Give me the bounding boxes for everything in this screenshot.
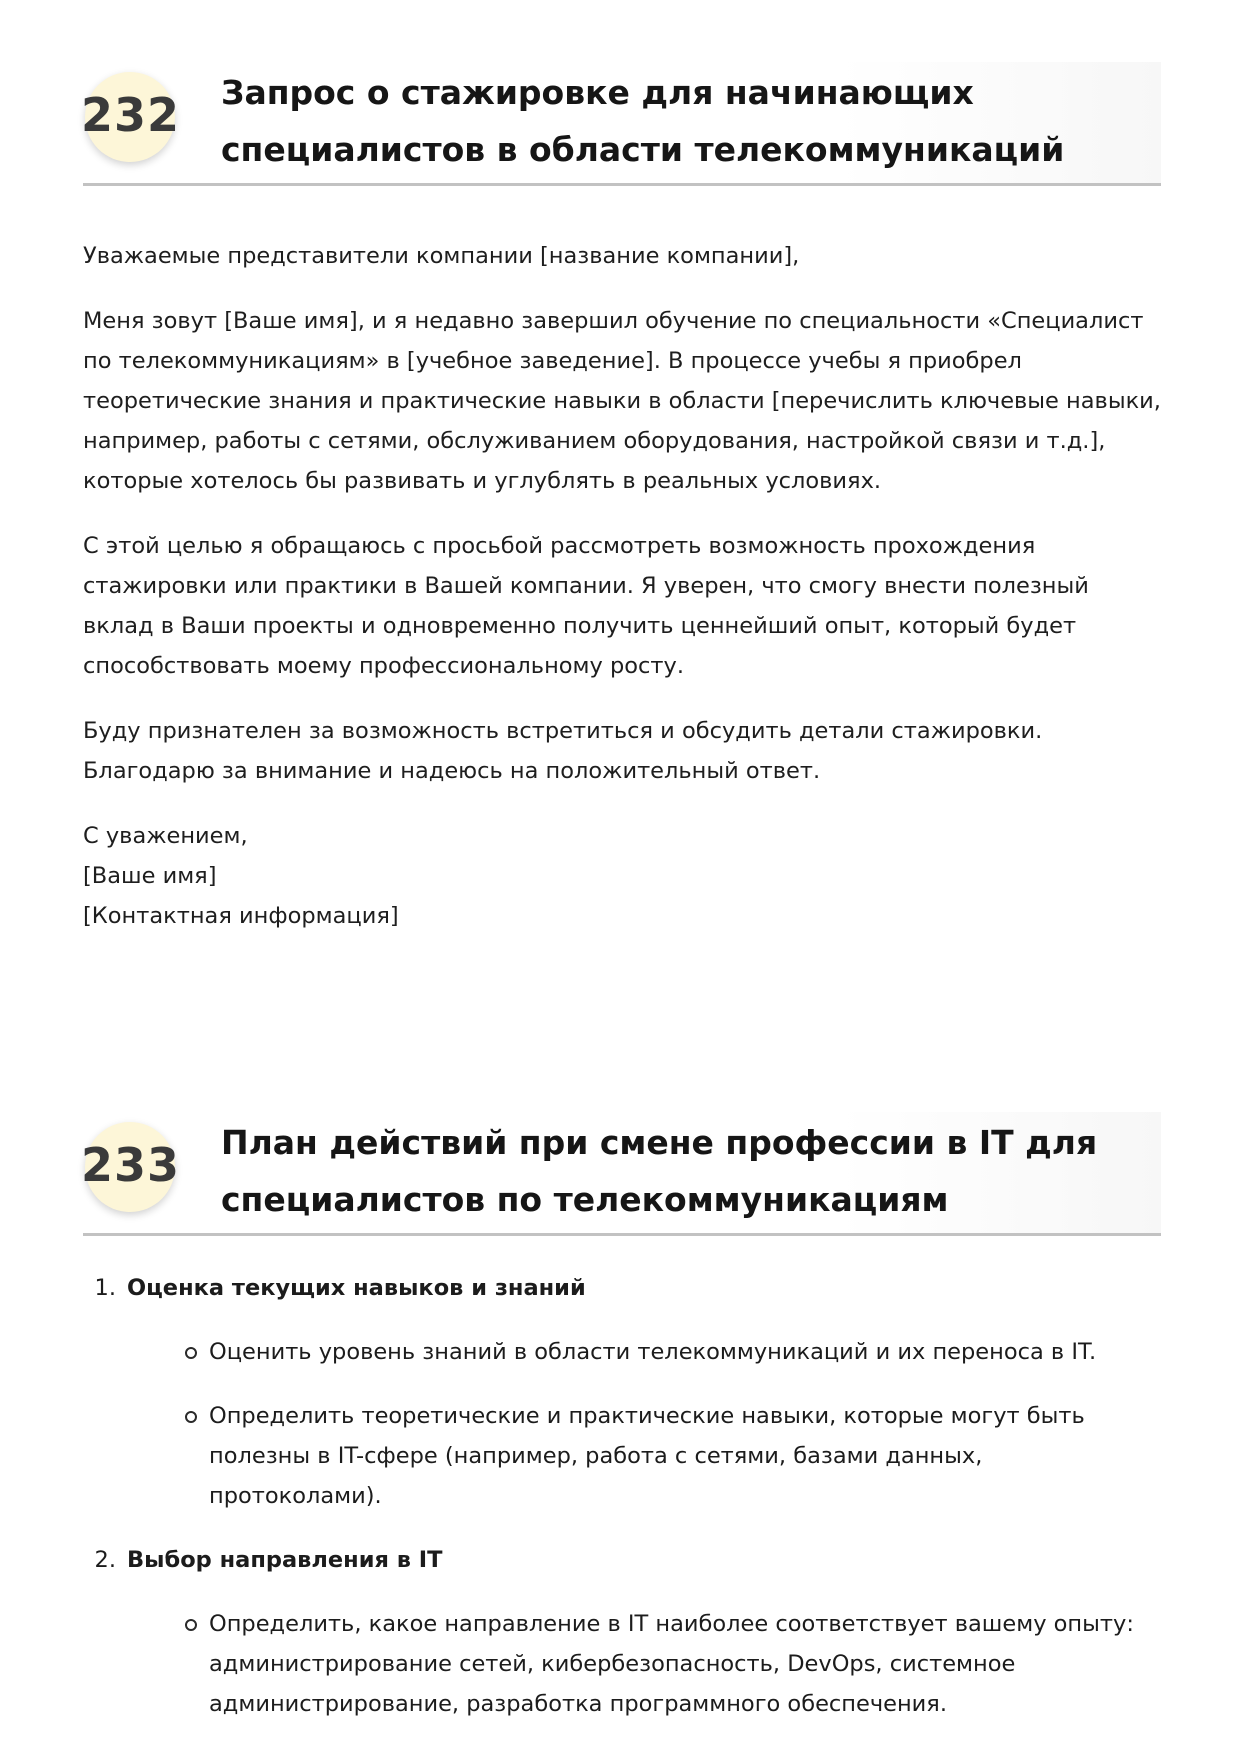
section-title: План действий при смене профессии в IT для специалистов по телекоммуникациям xyxy=(221,1123,1098,1219)
plan-step-heading xyxy=(83,1268,1161,1308)
signature-contact: [Контактная информация] xyxy=(83,903,399,929)
plan-step xyxy=(83,1268,1161,1516)
plan-bullet: Оценить уровень знаний в области телекоммуникаций и их переноса в IT. xyxy=(209,1332,1161,1372)
plan-bullet: Определить, какое направление в IT наиболее соответствует вашему опыту: администрирование сетей, кибербезопасность, DevOps, системное администрирование, разработка программного обеспечения. xyxy=(209,1604,1161,1724)
plan-step-bullets xyxy=(83,1604,1161,1724)
plan-step-bullets xyxy=(83,1332,1161,1516)
letter-body xyxy=(83,236,1161,936)
plan-step-title: Оценка текущих навыков и знаний xyxy=(127,1275,586,1301)
signature-name: [Ваше имя] xyxy=(83,863,217,889)
plan-step-number: 2. xyxy=(94,1547,116,1573)
section-number: 232 xyxy=(81,88,181,142)
plan-step-number: 1. xyxy=(94,1275,116,1301)
letter-signature xyxy=(83,816,1161,936)
plan-step-heading xyxy=(83,1540,1161,1580)
letter-greeting: Уважаемые представители компании [название компании], xyxy=(83,243,800,269)
letter-closing: С уважением, xyxy=(83,823,248,849)
section-number: 233 xyxy=(81,1138,181,1192)
letter-paragraph: Буду признателен за возможность встретиться и обсудить детали стажировки. Благодарю за внимание и надеюсь на положительный ответ. xyxy=(83,718,1043,784)
section-title: Запрос о стажировке для начинающих специалистов в области телекоммуникаций xyxy=(221,73,1065,169)
letter-paragraph: Меня зовут [Ваше имя], и я недавно завершил обучение по специальности «Специалист по телекоммуникациям» в [учебное заведение]. В процессе учебы я приобрел теоретические знания и практические навыки в области [перечислить ключевые навыки, например, работы с сетями, обслуживанием оборудования, настройкой связи и т.д.], которые хотелось бы развивать и углублять в реальных условиях. xyxy=(83,308,1161,494)
action-plan-list xyxy=(83,1268,1161,1724)
section-233 xyxy=(83,1112,1161,1748)
section-232 xyxy=(83,62,1161,961)
section-header xyxy=(83,1112,1161,1236)
section-header xyxy=(83,62,1161,186)
plan-bullet: Определить теоретические и практические навыки, которые могут быть полезны в IT-сфере (например, работа с сетями, базами данных, протоколами). xyxy=(209,1396,1161,1516)
plan-step-title: Выбор направления в IT xyxy=(127,1547,443,1573)
letter-paragraph: С этой целью я обращаюсь с просьбой рассмотреть возможность прохождения стажировки или практики в Вашей компании. Я уверен, что смогу внести полезный вклад в Ваши проекты и одновременно получить ценнейший опыт, который будет способствовать моему профессиональному росту. xyxy=(83,533,1089,679)
plan-step xyxy=(83,1540,1161,1724)
